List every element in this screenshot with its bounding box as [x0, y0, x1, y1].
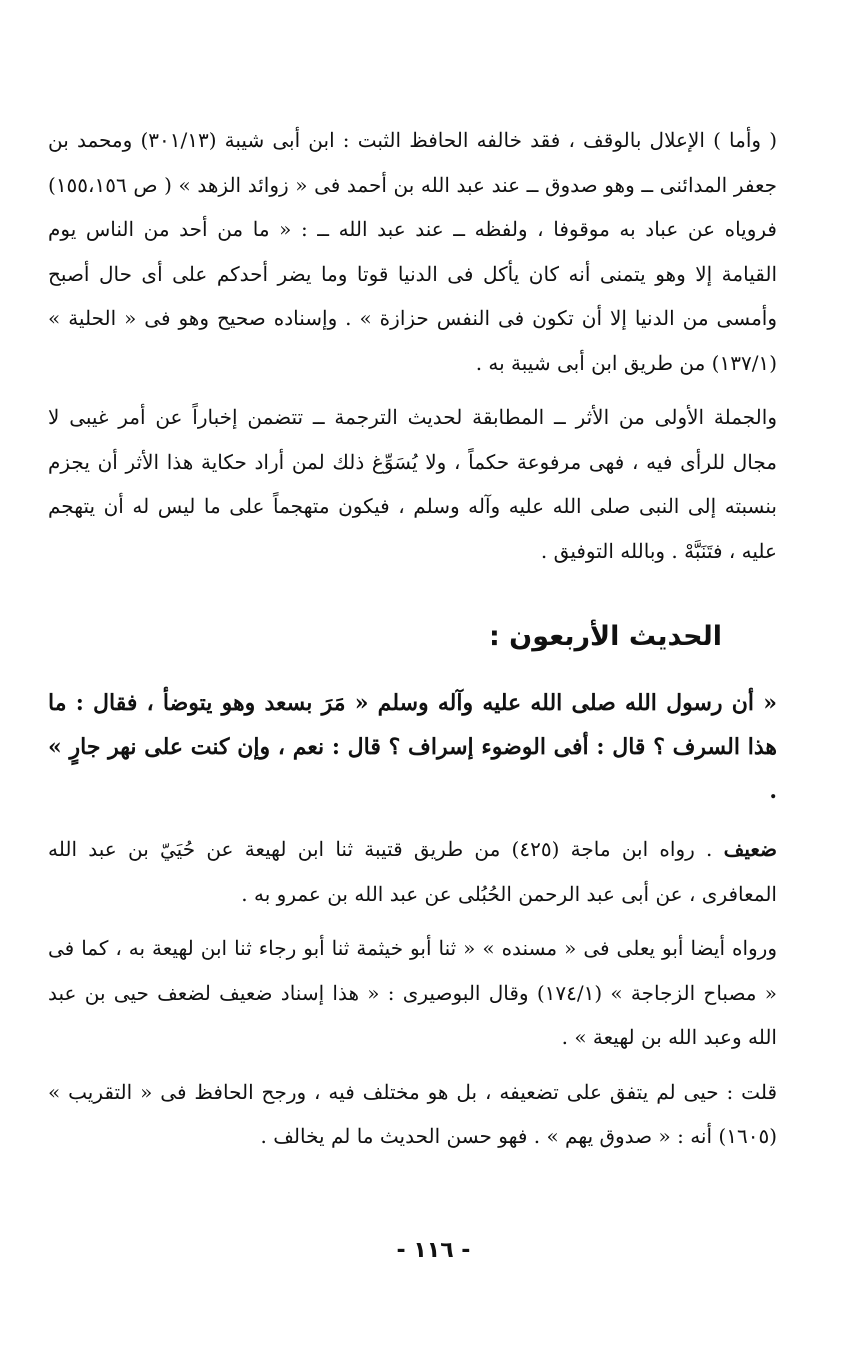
paragraph-hukm-marfu: والجملة الأولى من الأثر ــ المطابقة لحديث الترجمة ــ تتضمن إخباراً عن أمر غيبى لا مجال للرأى فيه ، فهى مرفوعة حكماً ، ولا يُسَوِّغ ذلك لمن أراد حكاية هذا الأثر أن يجزم بنسبته إلى النبى صلى الله عليه وآله وسلم ، فيكون متهجماً على ما ليس له أن يتهجم عليه ، فتَنَبَّهْ . وبالله التوفيق .	[48, 405, 777, 563]
page-body	[48, 118, 777, 1159]
section-heading: الحديث الأربعون :	[488, 621, 722, 652]
paragraph-conclusion: قلت : حيى لم يتفق على تضعيفه ، بل هو مختلف فيه ، ورجح الحافظ فى « التقريب » (١٦٠٥) أنه : « صدوق يهم » . فهو حسن الحديث ما لم يخالف .	[48, 1079, 777, 1148]
paragraph-waqf-discussion: ( وأما ) الإعلال بالوقف ، فقد خالفه الحافظ الثبت : ابن أبى شيبة (٣٠١/١٣) ومحمد بن جعفر المدائنى ــ وهو صدوق ــ عند عبد الله بن أحمد فى « زوائد الزهد » ( ص ١٥٥،١٥٦) فروياه عن عباد به موقوفا ، ولفظه ــ عند عبد الله ــ : « ما من أحد من الناس يوم القيامة إلا وهو يتمنى أنه كان يأكل فى الدنيا قوتا وما يضر أحدكم على أى حال أصبح وأمسى من الدنيا إلا أن تكون فى النفس حزازة » . وإسناده صحيح وهو فى « الحلية » (١٣٧/١) من طريق ابن أبى شيبة به .	[48, 128, 777, 375]
paragraph-takhrij	[48, 827, 777, 916]
hadith-text: « أن رسول الله صلى الله عليه وآله وسلم « مَرَ بسعد وهو يتوضأ ، فقال : ما هذا السرف ؟ قال : أفى الوضوء إسراف ؟ قال : نعم ، وإن كنت على نهر جارٍ » .	[48, 690, 777, 804]
hadith-grade: ضعيف	[723, 837, 778, 861]
page-number: - ١١٦ -	[396, 1238, 471, 1263]
paragraph-abu-yala: ورواه أيضا أبو يعلى فى « مسنده » « ثنا أبو خيثمة ثنا أبو رجاء ثنا ابن لهيعة به ، كما فى « مصباح الزجاجة » (١٧٤/١) وقال البوصيرى : « هذا إسناد ضعيف لضعف حيى بن عبد الله وعبد الله بن لهيعة » .	[48, 936, 777, 1049]
takhrij-text: . رواه ابن ماجة (٤٢٥) من طريق قتيبة ثنا ابن لهيعة عن حُيَيّ بن عبد الله المعافرى ، عن أبى عبد الرحمن الحُبُلى عن عبد الله بن عمرو به .	[48, 837, 777, 906]
